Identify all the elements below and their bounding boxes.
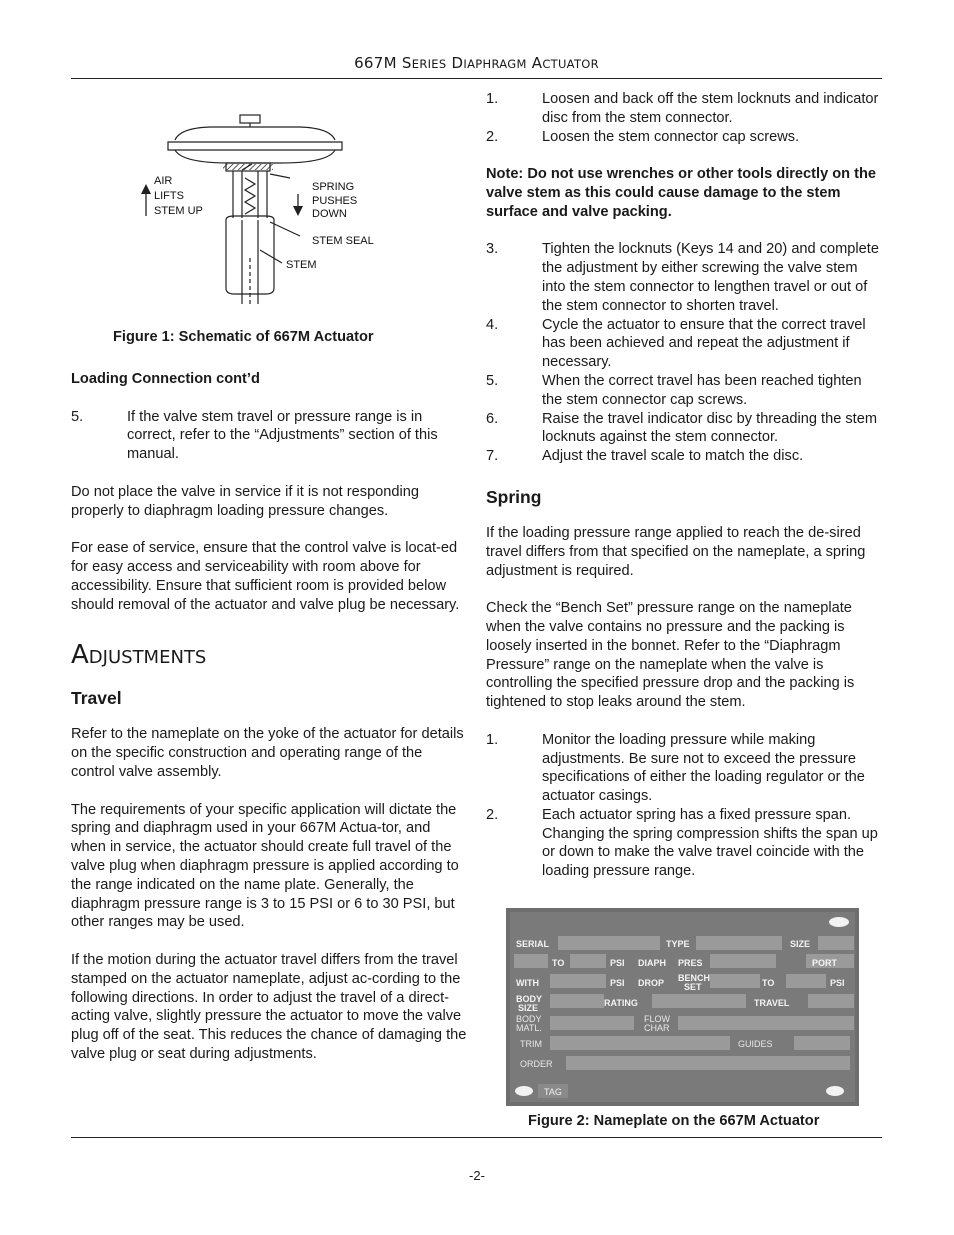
spring-heading: Spring — [486, 486, 542, 507]
paragraph: If the motion during the actuator travel differs from the travel stamped on the actuator nameplate, adjust ac-cording to the following directions. In order to adjust the travel of a direct-acting valve, slightly pressure the actuator to move the valve plug off of the seat. This reduces the chance of damaging the valve plug or seat during adjustments. — [71, 951, 467, 1062]
list-number: 2. — [486, 128, 499, 145]
plate-label-serial: SERIAL — [516, 939, 550, 949]
label-down: DOWN — [312, 208, 347, 220]
footer-rule — [71, 1137, 882, 1138]
list-number: 3. — [486, 241, 499, 258]
header-rule — [71, 78, 882, 79]
left-column — [71, 370, 467, 1064]
paragraph: Refer to the nameplate on the yoke of the actuator for details on the specific construction and operating range of the control valve assembly. — [71, 726, 464, 780]
plate-label-diaph: DIAPH — [638, 958, 667, 968]
list-text: Loosen the stem connector cap screws. — [542, 128, 800, 145]
list-text: Monitor the loading pressure while making adjustments. Be sure not to exceed the pressure specifications of either the loading regulator or the actuator casings. — [542, 731, 865, 805]
plate-label-matl: MATL. — [516, 1023, 542, 1033]
list-item — [486, 410, 882, 448]
plate-label-guides: GUIDES — [738, 1039, 773, 1049]
list-item — [486, 806, 882, 881]
plate-label-psi: PSI — [610, 978, 625, 988]
plate-label-bench: BENCH — [678, 973, 711, 983]
adjustments-heading — [71, 640, 467, 673]
label-pushes: PUSHES — [312, 195, 358, 207]
list-text: Tighten the locknuts (Keys 14 and 20) and complete the adjustment by either screwing the valve stem into the stem connector to lengthen travel or out of the stem connector to shorten travel. — [542, 241, 879, 314]
list-item — [486, 90, 882, 128]
header-title-number: 667M — [354, 54, 397, 72]
plate-label-flow: FLOW — [644, 1014, 670, 1024]
note-text: Note: Do not use wrenches or other tools directly on the valve stem as this could cause damage to the stem surface and valve packing. — [486, 166, 877, 220]
plate-label-rating: RATING — [604, 998, 638, 1008]
right-column — [486, 90, 882, 881]
travel-heading: Travel — [71, 688, 122, 709]
plate-label-body: BODY — [516, 994, 543, 1004]
adjustments-heading-initial: A — [71, 640, 89, 671]
plate-label-trim: TRIM — [520, 1039, 542, 1049]
label-spring: SPRING — [312, 181, 355, 193]
plate-label-drop: DROP — [638, 978, 665, 988]
list-number: 1. — [486, 91, 499, 107]
plate-label-set: SET — [684, 982, 702, 992]
list-item — [71, 408, 467, 464]
header-word3-rest: CTUATOR — [542, 57, 599, 71]
list-item — [486, 240, 882, 315]
list-item — [486, 316, 882, 372]
list-text: Cycle the actuator to ensure that the correct travel has been achieved and repeat the adjustment if necessary. — [542, 316, 866, 371]
plate-label-order: ORDER — [520, 1059, 553, 1069]
list-number: 2. — [486, 806, 499, 823]
plate-label-size: SIZE — [790, 939, 811, 949]
list-number: 7. — [486, 448, 499, 465]
paragraph: Check the “Bench Set” pressure range on the nameplate when the valve contains no pressure and the packing is loosely inserted in the bonnet. Refer to the “Diaphragm Pressure” range on the nameplate when the valve is controlling the specified pressure drop and the packing is tightened to stop leaks around the stem. — [486, 600, 855, 711]
paragraph: For ease of service, ensure that the control valve is locat-ed for easy access and serviceability with room above for accessibility. Ensure that sufficient room is provided below should removal of the actuator and valve plug be necessary. — [71, 540, 460, 613]
mounting-hole-icon — [829, 917, 849, 927]
header-word2-initial: D — [451, 54, 464, 72]
plate-label-size: SIZE — [518, 1003, 539, 1013]
label-stem: STEM — [286, 259, 317, 271]
list-number: 5. — [71, 408, 84, 425]
paragraph: Do not place the valve in service if it is not responding properly to diaphragm loading pressure changes. — [71, 483, 420, 519]
list-text: Each actuator spring has a fixed pressure span. Changing the spring compression shifts the span up or down to make the valve travel coincide with the loading pressure range. — [542, 806, 878, 880]
plate-label-body: BODY — [516, 1014, 542, 1024]
header-word1-initial: S — [401, 54, 412, 72]
plate-label-to: TO — [552, 958, 565, 968]
list-number: 4. — [486, 316, 499, 333]
figure1-caption: Figure 1: Schematic of 667M Actuator — [113, 329, 374, 345]
actuator-schematic — [130, 108, 400, 308]
label-lifts: LIFTS — [154, 190, 184, 202]
paragraph: If the loading pressure range applied to reach the de-sired travel differs from that specified on the nameplate, a spring adjustment is required. — [486, 524, 866, 579]
loading-connection-heading: Loading Connection cont’d — [71, 371, 260, 387]
plate-label-type: TYPE — [666, 939, 690, 949]
label-air: AIR — [154, 175, 173, 187]
list-text: Raise the travel indicator disc by threading the stem locknuts against the stem connector. — [542, 410, 878, 446]
mounting-hole-icon — [515, 1086, 533, 1096]
list-number: 1. — [486, 731, 499, 748]
list-text: If the valve stem travel or pressure range is in correct, refer to the “Adjustments” section of this manual. — [127, 408, 438, 463]
paragraph: The requirements of your specific application will dictate the spring and diaphragm used in your 667M Actua-tor, and when in service, the actuator should create full travel of the valve plug when diaphragm pressure is applied according to the range indicated on the name plate. Generally, the diaphragm pressure range is 3 to 15 PSI or 6 to 30 PSI, but other ranges may be used. — [71, 801, 459, 931]
plate-label-pres: PRES — [678, 958, 703, 968]
list-number: 5. — [486, 372, 499, 389]
figure2-caption: Figure 2: Nameplate on the 667M Actuator — [528, 1113, 820, 1129]
header-word1-rest: ERIES — [411, 57, 447, 71]
plate-label-to: TO — [762, 978, 775, 988]
label-stem-seal: STEM SEAL — [312, 235, 374, 247]
plate-label-port: PORT — [812, 958, 838, 968]
adjustments-heading-rest: DJUSTMENTS — [88, 647, 207, 669]
plate-label-psi: PSI — [610, 958, 625, 968]
list-text: Adjust the travel scale to match the disc. — [542, 448, 804, 465]
list-number: 6. — [486, 410, 499, 427]
list-item — [486, 128, 882, 147]
list-text: Loosen and back off the stem locknuts and indicator disc from the stem connector. — [542, 91, 879, 126]
header-word3-initial: A — [531, 54, 543, 72]
list-text: When the correct travel has been reached tighten the stem connector cap screws. — [542, 372, 862, 408]
list-item — [486, 447, 882, 466]
plate-label-psi: PSI — [830, 978, 845, 988]
header-word2-rest: IAPHRAGM — [463, 57, 527, 71]
nameplate-photo — [506, 908, 859, 1106]
plate-label-with: WITH — [516, 978, 539, 988]
list-item — [486, 731, 882, 806]
page-number: -2- — [469, 1168, 485, 1183]
plate-label-tag: TAG — [544, 1087, 562, 1097]
mounting-hole-icon — [826, 1086, 844, 1096]
label-stem-up: STEM UP — [154, 205, 203, 217]
plate-label-travel: TRAVEL — [754, 998, 790, 1008]
plate-label-char: CHAR — [644, 1023, 670, 1033]
running-header — [71, 54, 882, 72]
list-item — [486, 372, 882, 410]
